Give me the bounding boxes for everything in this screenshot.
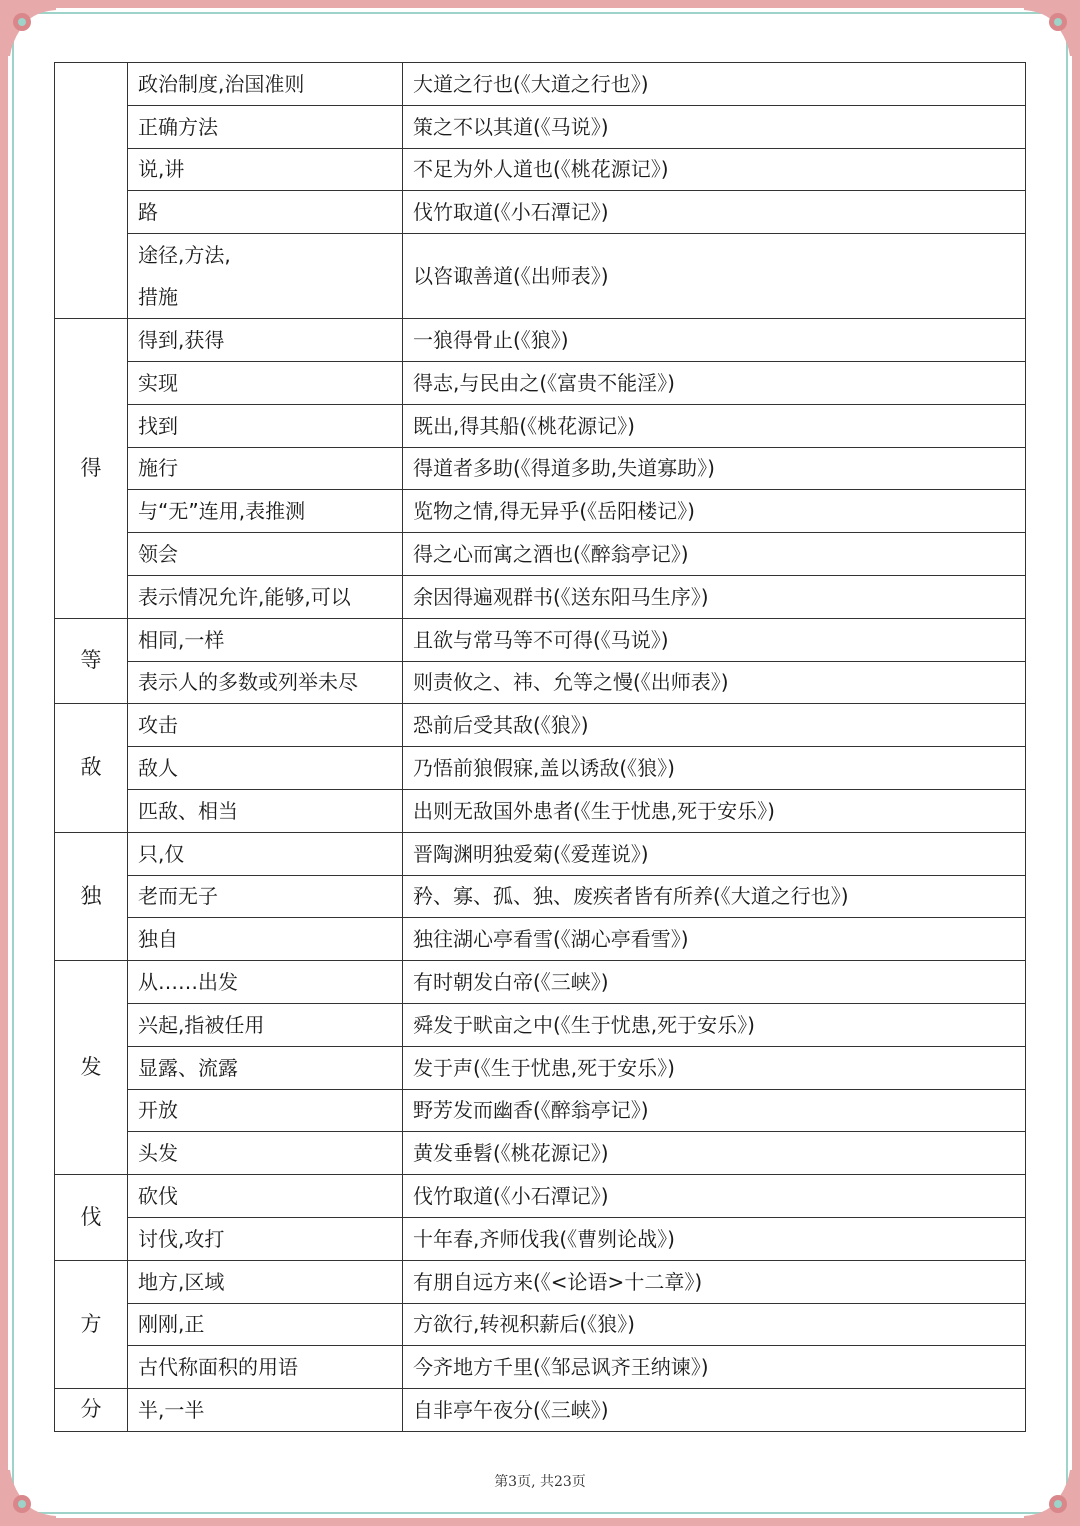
headword-cell: 得: [55, 319, 128, 619]
table-row: [55, 105, 1026, 148]
corner-ornament-icon: [1024, 0, 1080, 56]
table-row: [55, 789, 1026, 832]
headword-cell: 伐: [55, 1175, 128, 1261]
example-cell: 今齐地方千里(《邹忌讽齐王纳谏》): [403, 1346, 1026, 1389]
meaning-cell: 开放: [128, 1089, 403, 1132]
table-row: [55, 918, 1026, 961]
meaning-cell: 施行: [128, 447, 403, 490]
meaning-cell: 砍伐: [128, 1175, 403, 1218]
meaning-cell: 地方,区域: [128, 1260, 403, 1303]
example-cell: 大道之行也(《大道之行也》): [403, 63, 1026, 106]
example-cell: 余因得遍观群书(《送东阳马生序》): [403, 575, 1026, 618]
meaning-cell: 只,仅: [128, 832, 403, 875]
meaning-cell: 敌人: [128, 747, 403, 790]
meaning-cell: 从……出发: [128, 961, 403, 1004]
example-cell: 野芳发而幽香(《醉翁亭记》): [403, 1089, 1026, 1132]
table-row: [55, 361, 1026, 404]
headword-cell: 独: [55, 832, 128, 960]
table-row: [55, 1260, 1026, 1303]
headword-cell: 敌: [55, 704, 128, 832]
table-row: [55, 875, 1026, 918]
headword-cell: 分: [55, 1389, 128, 1432]
table-row: [55, 661, 1026, 704]
example-cell: 黄发垂髫(《桃花源记》): [403, 1132, 1026, 1175]
table-row: [55, 704, 1026, 747]
headword-cell: 方: [55, 1260, 128, 1388]
table-row: [55, 1303, 1026, 1346]
example-cell: 方欲行,转视积薪后(《狼》): [403, 1303, 1026, 1346]
example-cell: 以咨诹善道(《出师表》): [403, 234, 1026, 319]
example-cell: 一狼得骨止(《狼》): [403, 319, 1026, 362]
example-cell: 发于声(《生于忧患,死于安乐》): [403, 1046, 1026, 1089]
example-cell: 晋陶渊明独爱菊(《爱莲说》): [403, 832, 1026, 875]
example-cell: 有朋自远方来(《<论语>十二章》): [403, 1260, 1026, 1303]
example-cell: 览物之情,得无异乎(《岳阳楼记》): [403, 490, 1026, 533]
corner-ornament-icon: [0, 0, 56, 56]
example-cell: 出则无敌国外患者(《生于忧患,死于安乐》): [403, 789, 1026, 832]
example-cell: 则责攸之、祎、允等之慢(《出师表》): [403, 661, 1026, 704]
meaning-cell: 攻击: [128, 704, 403, 747]
table-row: [55, 533, 1026, 576]
meaning-cell: 得到,获得: [128, 319, 403, 362]
table-row: [55, 234, 1026, 319]
headword-cell: [55, 63, 128, 319]
meaning-cell: 路: [128, 191, 403, 234]
meaning-cell: 匹敌、相当: [128, 789, 403, 832]
headword-cell: 发: [55, 961, 128, 1175]
meaning-cell: 正确方法: [128, 105, 403, 148]
example-cell: 矜、寡、孤、独、废疾者皆有所养(《大道之行也》): [403, 875, 1026, 918]
meaning-cell: 政治制度,治国准则: [128, 63, 403, 106]
headword-cell: 等: [55, 618, 128, 704]
meaning-cell: 独自: [128, 918, 403, 961]
table-row: [55, 1389, 1026, 1432]
meaning-cell: 表示人的多数或列举未尽: [128, 661, 403, 704]
meaning-cell: 显露、流露: [128, 1046, 403, 1089]
page-number: 第3页, 共23页: [494, 1474, 586, 1490]
table-row: [55, 618, 1026, 661]
example-cell: 乃悟前狼假寐,盖以诱敌(《狼》): [403, 747, 1026, 790]
meaning-cell: 说,讲: [128, 148, 403, 191]
example-cell: 得志,与民由之(《富贵不能淫》): [403, 361, 1026, 404]
meaning-cell: 找到: [128, 404, 403, 447]
example-cell: 得道者多助(《得道多助,失道寡助》): [403, 447, 1026, 490]
meaning-cell: 领会: [128, 533, 403, 576]
table-row: [55, 63, 1026, 106]
table-row: [55, 747, 1026, 790]
example-cell: 有时朝发白帝(《三峡》): [403, 961, 1026, 1004]
meaning-cell: 头发: [128, 1132, 403, 1175]
table-row: [55, 575, 1026, 618]
table-row: [55, 1046, 1026, 1089]
meaning-cell: 刚刚,正: [128, 1303, 403, 1346]
example-cell: 且欲与常马等不可得(《马说》): [403, 618, 1026, 661]
table-row: [55, 319, 1026, 362]
example-cell: 独往湖心亭看雪(《湖心亭看雪》): [403, 918, 1026, 961]
meaning-cell: 老而无子: [128, 875, 403, 918]
meaning-cell: 兴起,指被任用: [128, 1003, 403, 1046]
meaning-cell: 实现: [128, 361, 403, 404]
table-row: [55, 490, 1026, 533]
meaning-cell: 途径,方法, 措施: [128, 234, 403, 319]
example-cell: 恐前后受其敌(《狼》): [403, 704, 1026, 747]
table-row: [55, 1132, 1026, 1175]
meaning-cell: 讨伐,攻打: [128, 1217, 403, 1260]
table-row: [55, 1346, 1026, 1389]
vocabulary-table: [54, 62, 1026, 1432]
table-row: [55, 148, 1026, 191]
example-cell: 自非亭午夜分(《三峡》): [403, 1389, 1026, 1432]
example-cell: 伐竹取道(《小石潭记》): [403, 191, 1026, 234]
example-cell: 伐竹取道(《小石潭记》): [403, 1175, 1026, 1218]
table-row: [55, 1217, 1026, 1260]
example-cell: 既出,得其船(《桃花源记》): [403, 404, 1026, 447]
table-row: [55, 404, 1026, 447]
meaning-cell: 表示情况允许,能够,可以: [128, 575, 403, 618]
table-row: [55, 1175, 1026, 1218]
meaning-cell: 半,一半: [128, 1389, 403, 1432]
example-cell: 十年春,齐师伐我(《曹刿论战》): [403, 1217, 1026, 1260]
example-cell: 得之心而寓之酒也(《醉翁亭记》): [403, 533, 1026, 576]
example-cell: 舜发于畎亩之中(《生于忧患,死于安乐》): [403, 1003, 1026, 1046]
table-row: [55, 832, 1026, 875]
meaning-cell: 相同,一样: [128, 618, 403, 661]
table-row: [55, 1089, 1026, 1132]
meaning-cell: 与“无”连用,表推测: [128, 490, 403, 533]
table-row: [55, 447, 1026, 490]
example-cell: 不足为外人道也(《桃花源记》): [403, 148, 1026, 191]
table-row: [55, 1003, 1026, 1046]
meaning-cell: 古代称面积的用语: [128, 1346, 403, 1389]
table-row: [55, 961, 1026, 1004]
table-row: [55, 191, 1026, 234]
example-cell: 策之不以其道(《马说》): [403, 105, 1026, 148]
vocabulary-table-body: [55, 63, 1026, 1432]
